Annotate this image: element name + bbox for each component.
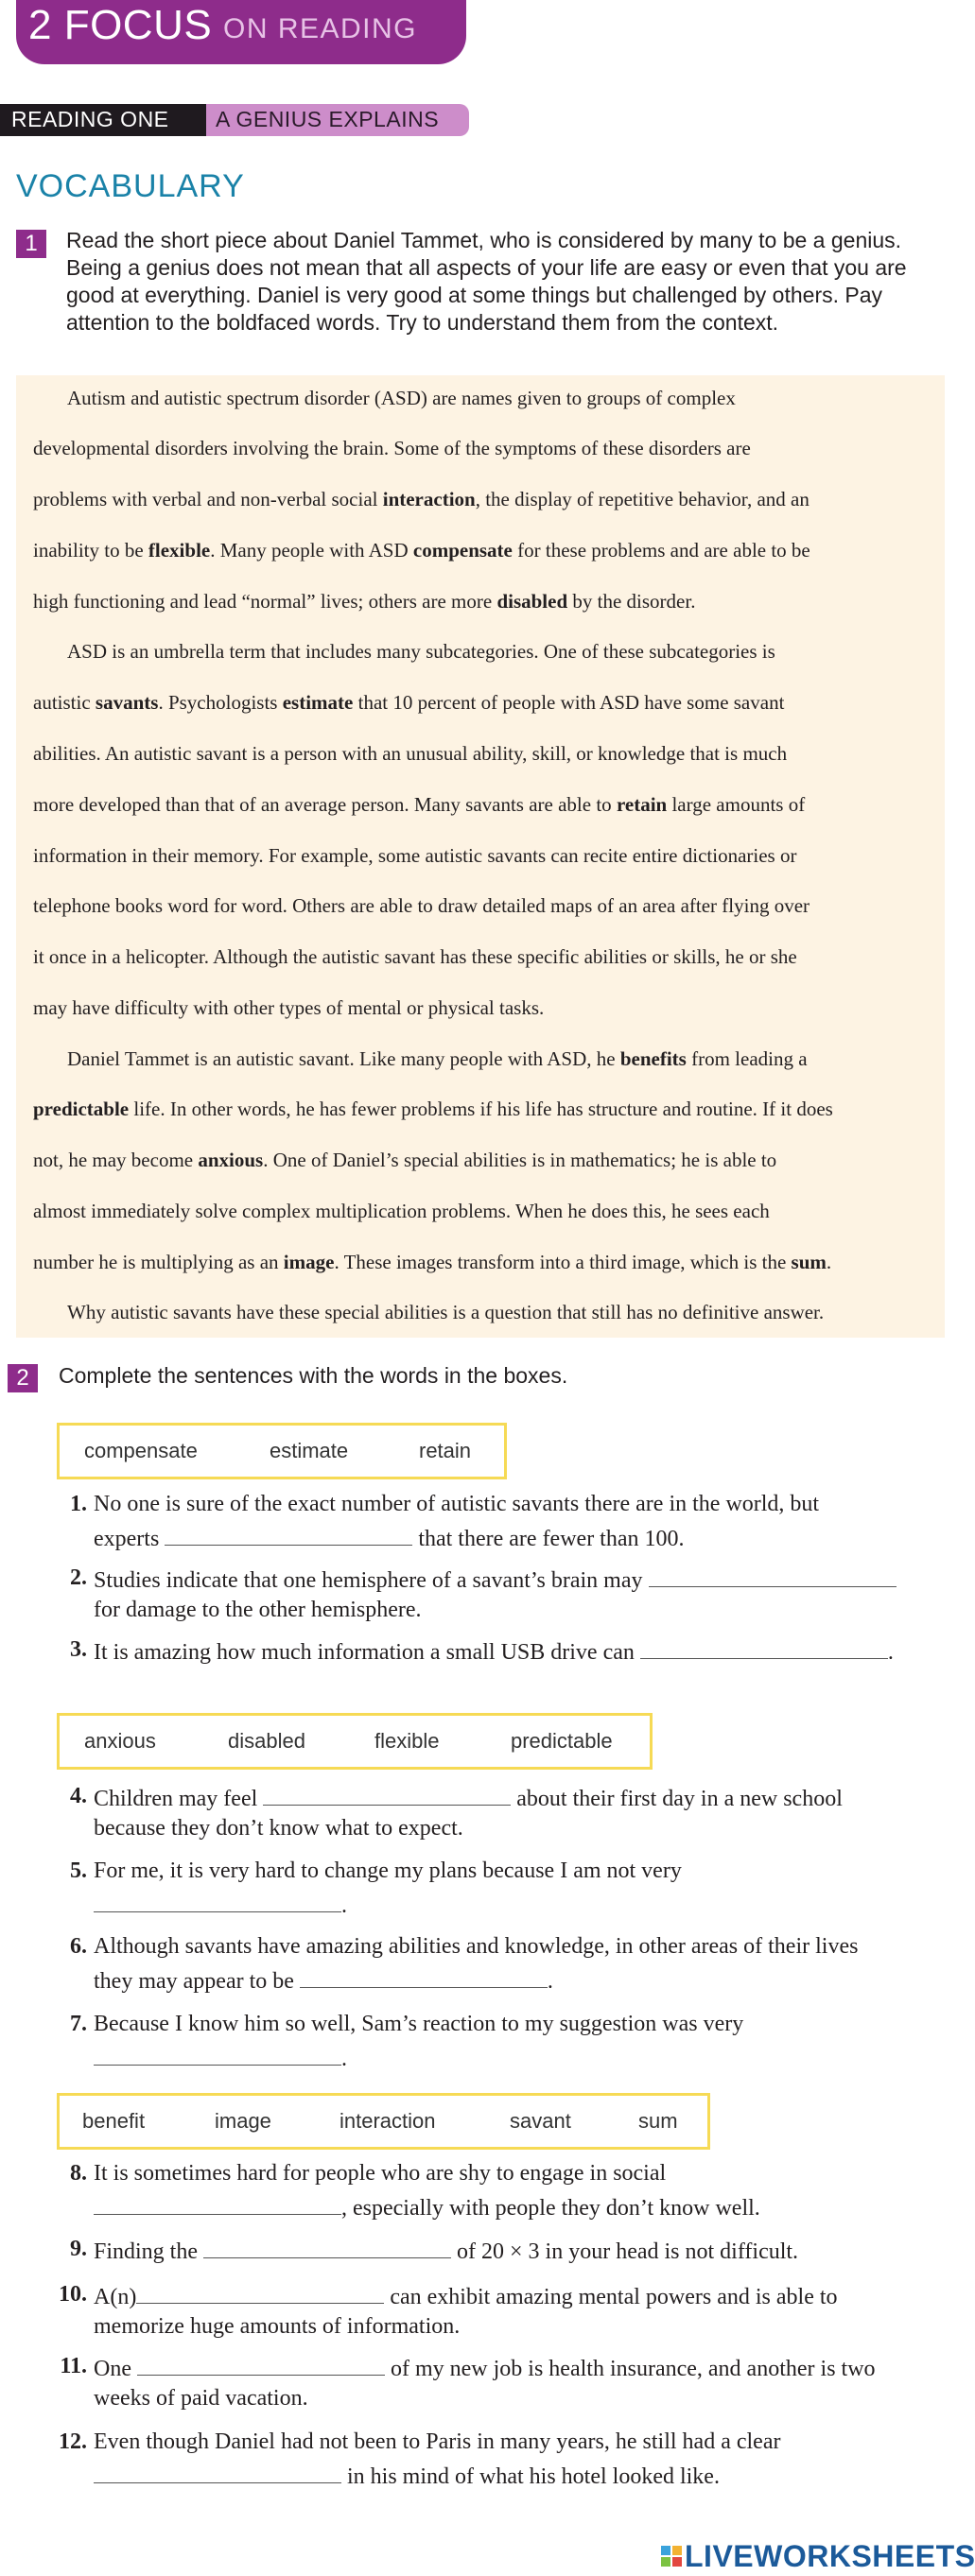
passage-line: developmental disorders involving the brain. Some of the symptoms of these disorders are: [33, 437, 751, 459]
answer-blank[interactable]: [300, 1966, 548, 1988]
question-line: .: [94, 2044, 347, 2072]
question-line: Although savants have amazing abilities and knowledge, in other areas of their lives: [94, 1934, 859, 1959]
question-line: It is amazing how much information a small USB drive can .: [94, 1637, 894, 1666]
vocab-word: retain: [616, 793, 668, 816]
answer-blank[interactable]: [640, 1637, 888, 1659]
vocab-word: benefits: [619, 1047, 687, 1070]
vocab-word: savants: [95, 691, 159, 714]
answer-blank[interactable]: [94, 2462, 341, 2483]
question-line: weeks of paid vacation.: [94, 2386, 308, 2411]
word-box: [57, 2093, 710, 2150]
answer-blank[interactable]: [94, 2193, 341, 2215]
question-line: One of my new job is health insurance, and another is two: [94, 2354, 876, 2382]
answer-blank[interactable]: [165, 1524, 412, 1546]
question-line: Even though Daniel had not been to Paris in many years, he still had a clear: [94, 2429, 781, 2454]
exercise-instructions: [66, 227, 907, 337]
vocab-word: anxious: [198, 1149, 264, 1171]
question-line: because they don’t know what to expect.: [94, 1816, 463, 1841]
question-number: 4.: [70, 1784, 87, 1808]
passage-line: more developed than that of an average person. Many savants are able to retain large amounts of: [33, 793, 806, 816]
passage-line: Why autistic savants have these special abilities is a question that still has no definitive answer.: [67, 1301, 825, 1323]
word-box-word: image: [215, 2109, 271, 2133]
passage-line: may have difficulty with other types of mental or physical tasks.: [33, 996, 545, 1019]
passage-line: it once in a helicopter. Although the autistic savant has these specific abilities or skills, he or she: [33, 945, 797, 968]
question-line: .: [94, 1891, 347, 1919]
passage-line: almost immediately solve complex multiplication problems. When he does this, he sees each: [33, 1200, 770, 1222]
word-box-word: flexible: [374, 1729, 440, 1753]
passage-line: ASD is an umbrella term that includes many subcategories. One of these subcategories is: [67, 640, 775, 663]
word-box: [57, 1423, 507, 1479]
question-line: No one is sure of the exact number of autistic savants there are in the world, but: [94, 1492, 820, 1516]
question-number: 5.: [70, 1859, 87, 1883]
passage-line: predictable life. In other words, he has fewer problems if his life has structure and routine. If it does: [33, 1098, 833, 1120]
answer-blank[interactable]: [94, 2044, 341, 2066]
instruction-line: attention to the boldfaced words. Try to understand them from the context.: [66, 310, 779, 335]
passage-line: telephone books word for word. Others are able to draw detailed maps of an area after flying over: [33, 894, 810, 917]
word-box-word: anxious: [84, 1729, 156, 1753]
answer-blank[interactable]: [137, 2354, 385, 2376]
passage-line: not, he may become anxious. One of Daniel’s special abilities is in mathematics; he is able to: [33, 1149, 777, 1171]
vocab-word: disabled: [496, 590, 568, 613]
reading-label: READING ONE: [11, 107, 169, 131]
question-number: 11.: [60, 2354, 87, 2378]
passage-line: information in their memory. For example, some autistic savants can recite entire dictionaries or: [33, 844, 797, 867]
question-line: Because I know him so well, Sam’s reaction to my suggestion was very: [94, 2012, 744, 2036]
question-number: 6.: [70, 1934, 87, 1959]
word-box-word: predictable: [511, 1729, 613, 1753]
question-line: Finding the of 20 × 3 in your head is not difficult.: [94, 2237, 798, 2265]
question-number: 3.: [70, 1637, 87, 1662]
reading-title: A GENIUS EXPLAINS: [216, 107, 440, 131]
passage-line: Autism and autistic spectrum disorder (ASD) are names given to groups of complex: [67, 387, 736, 409]
question-line: It is sometimes hard for people who are shy to engage in social: [94, 2161, 667, 2186]
word-box-word: compensate: [84, 1439, 198, 1462]
passage-line: autistic savants. Psychologists estimate that 10 percent of people with ASD have some savant: [33, 691, 785, 714]
passage-line: abilities. An autistic savant is a person with an unusual ability, skill, or knowledge that is much: [33, 742, 788, 765]
word-box-word: estimate: [270, 1439, 349, 1462]
question-line: for damage to the other hemisphere.: [94, 1598, 422, 1622]
passage-line: problems with verbal and non-verbal social interaction, the display of repetitive behavior, and an: [33, 488, 810, 510]
question-number: 7.: [70, 2012, 87, 2036]
question-line: they may appear to be .: [94, 1966, 553, 1995]
answer-blank[interactable]: [136, 2282, 384, 2304]
unit-number: 2 FOCUS: [28, 2, 213, 48]
question-line: memorize huge amounts of information.: [94, 2314, 461, 2339]
vocab-word: interaction: [382, 488, 476, 510]
question-number: 2.: [70, 1565, 87, 1590]
exercise-number-badge: 1: [16, 230, 46, 258]
question-number: 10.: [59, 2282, 87, 2307]
vocab-word: flexible: [148, 539, 211, 562]
question-number: 1.: [70, 1492, 87, 1516]
answer-blank[interactable]: [263, 1784, 511, 1806]
unit-subtitle: ON READING: [223, 13, 418, 44]
question-number: 8.: [70, 2161, 87, 2186]
vocab-word: estimate: [282, 691, 354, 714]
exercise-number-badge: 2: [8, 1364, 38, 1392]
question-line: experts that there are fewer than 100.: [94, 1524, 685, 1552]
question-number: 12.: [59, 2429, 87, 2454]
word-box: [57, 1713, 653, 1770]
passage-line: Daniel Tammet is an autistic savant. Like many people with ASD, he benefits from leading a: [67, 1047, 808, 1070]
question-line: , especially with people they don’t know well.: [94, 2193, 760, 2222]
exercise-instruction: Complete the sentences with the words in the boxes.: [59, 1363, 568, 1388]
section-title: VOCABULARY: [16, 168, 245, 204]
question-number: 9.: [70, 2237, 87, 2261]
answer-blank[interactable]: [94, 1891, 341, 1912]
vocab-word: sum: [791, 1251, 827, 1273]
word-box-word: retain: [419, 1439, 472, 1462]
passage-line: number he is multiplying as an image. These images transform into a third image, which is the sum.: [33, 1251, 832, 1273]
word-box-word: benefit: [82, 2109, 146, 2133]
liveworksheets-logo-icon: [660, 2545, 683, 2567]
vocab-word: compensate: [412, 539, 513, 562]
passage-line: high functioning and lead “normal” lives; others are more disabled by the disorder.: [33, 590, 696, 613]
answer-blank[interactable]: [203, 2237, 451, 2258]
answer-blank[interactable]: [649, 1565, 897, 1587]
word-box-word: savant: [510, 2109, 571, 2133]
word-box-word: sum: [638, 2109, 678, 2133]
question-line: For me, it is very hard to change my plans because I am not very: [94, 1859, 682, 1883]
vocab-word: image: [283, 1251, 335, 1273]
passage-line: inability to be flexible. Many people with ASD compensate for these problems and are able to be: [33, 539, 810, 562]
vocab-word: predictable: [33, 1098, 130, 1120]
footer-brand: LIVEWORKSHEETS: [685, 2539, 975, 2573]
question-line: Studies indicate that one hemisphere of a savant’s brain may: [94, 1565, 897, 1594]
word-box-word: disabled: [228, 1729, 305, 1753]
instruction-line: good at everything. Daniel is very good at some things but challenged by others. Pay: [66, 283, 883, 307]
instruction-line: Being a genius does not mean that all aspects of your life are easy or even that you are: [66, 255, 907, 280]
word-box-word: interaction: [340, 2109, 436, 2133]
question-line: in his mind of what his hotel looked like.: [94, 2462, 720, 2490]
question-line: Children may feel about their first day in a new school: [94, 1784, 843, 1812]
question-line: A(n) can exhibit amazing mental powers and is able to: [94, 2282, 838, 2310]
instruction-line: Read the short piece about Daniel Tammet, who is considered by many to be a genius.: [66, 228, 902, 252]
